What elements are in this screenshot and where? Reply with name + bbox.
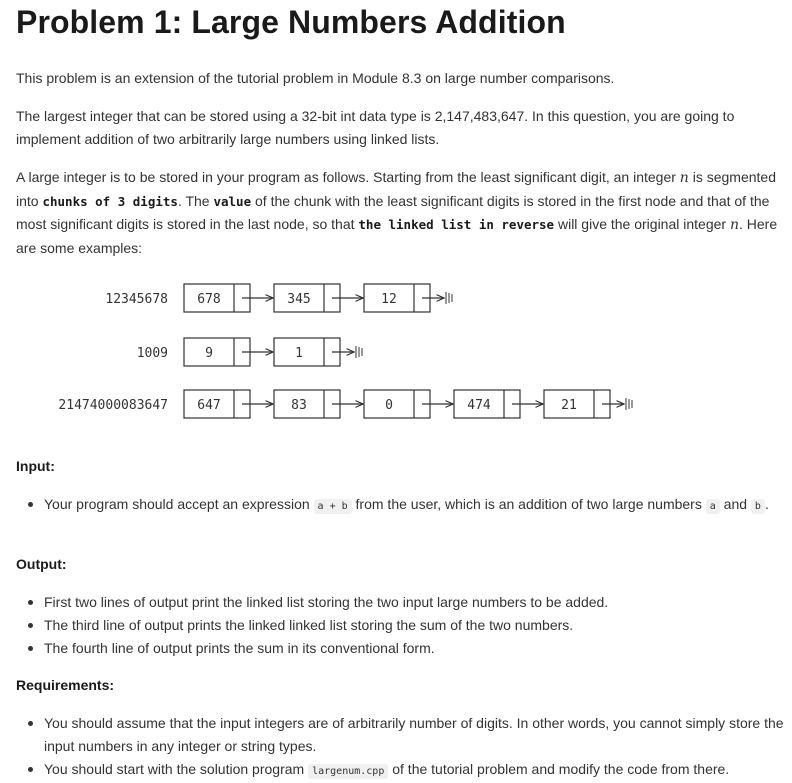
value-emphasis: value xyxy=(213,194,252,209)
list-node xyxy=(184,338,250,366)
node-value: 647 xyxy=(197,398,221,413)
node-value: 12 xyxy=(381,292,397,307)
row-number-label: 21474000083647 xyxy=(58,398,168,413)
output-list xyxy=(16,591,792,660)
list-node xyxy=(364,284,430,312)
largenum-code: largenum.cpp xyxy=(308,764,388,779)
requirement-item-2: You should start with the solution program largenum.cpp of the tutorial problem and modify the code from there. xyxy=(44,758,792,783)
list-node xyxy=(274,390,340,418)
node-value: 21 xyxy=(561,398,577,413)
reverse-emphasis: the linked list in reverse xyxy=(358,217,555,232)
node-value: 1 xyxy=(295,346,303,361)
a-code: a xyxy=(706,499,720,514)
requirements-list xyxy=(16,712,792,783)
node-value: 345 xyxy=(287,292,311,307)
output-item-1: First two lines of output print the linked list storing the two input large numbers to be added. xyxy=(44,591,792,614)
output-item-2: The third line of output prints the linked linked list storing the sum of the two numbers. xyxy=(44,614,792,637)
output-heading: Output: xyxy=(16,556,67,572)
page-title: Problem 1: Large Numbers Addition xyxy=(16,4,566,40)
requirements-heading: Requirements: xyxy=(16,677,115,693)
linked-list-diagram xyxy=(0,270,792,420)
row-number-label: 1009 xyxy=(136,346,168,361)
node-value: 678 xyxy=(197,292,221,307)
expression-code: a + b xyxy=(314,499,352,514)
intro-paragraph: This problem is an extension of the tutorial problem in Module 8.3 on large number comparisons. xyxy=(16,70,615,86)
list-node xyxy=(544,390,610,418)
storage-paragraph: A large integer is to be stored in your program as follows. Starting from the least significant digit, an integer n is segmented into chunks of 3 digits. The value of the chunk with the least significant digits is stored in the first node and that of the most significant digits is stored in the last node, so that the linked list in reverse will give the original integer n. Here are some examples: xyxy=(16,169,778,256)
node-value: 9 xyxy=(205,346,213,361)
input-list xyxy=(16,493,792,518)
list-node xyxy=(364,390,430,418)
output-item-3: The fourth line of output prints the sum in its conventional form. xyxy=(44,637,792,660)
b-code: b xyxy=(751,499,765,514)
list-node xyxy=(274,338,340,366)
int-limit-paragraph: The largest integer that can be stored using a 32-bit int data type is 2,147,483,647. In this question, you are going to implement addition of two arbitrarily large numbers using linked lists. xyxy=(16,108,735,147)
row-number-label: 12345678 xyxy=(105,292,168,307)
node-value: 83 xyxy=(291,398,307,413)
input-heading: Input: xyxy=(16,458,55,474)
requirement-item-1: You should assume that the input integers are of arbitrarily number of digits. In other words, you cannot simply store the input numbers in any integer or string types. xyxy=(44,712,792,758)
input-item: Your program should accept an expression a + b from the user, which is an addition of two large numbers a and b . xyxy=(44,493,792,518)
var-n: n xyxy=(679,170,689,186)
node-value: 0 xyxy=(385,398,393,413)
var-n-2: n xyxy=(729,217,739,233)
node-value: 474 xyxy=(467,398,491,413)
chunks-emphasis: chunks of 3 digits xyxy=(42,194,178,209)
